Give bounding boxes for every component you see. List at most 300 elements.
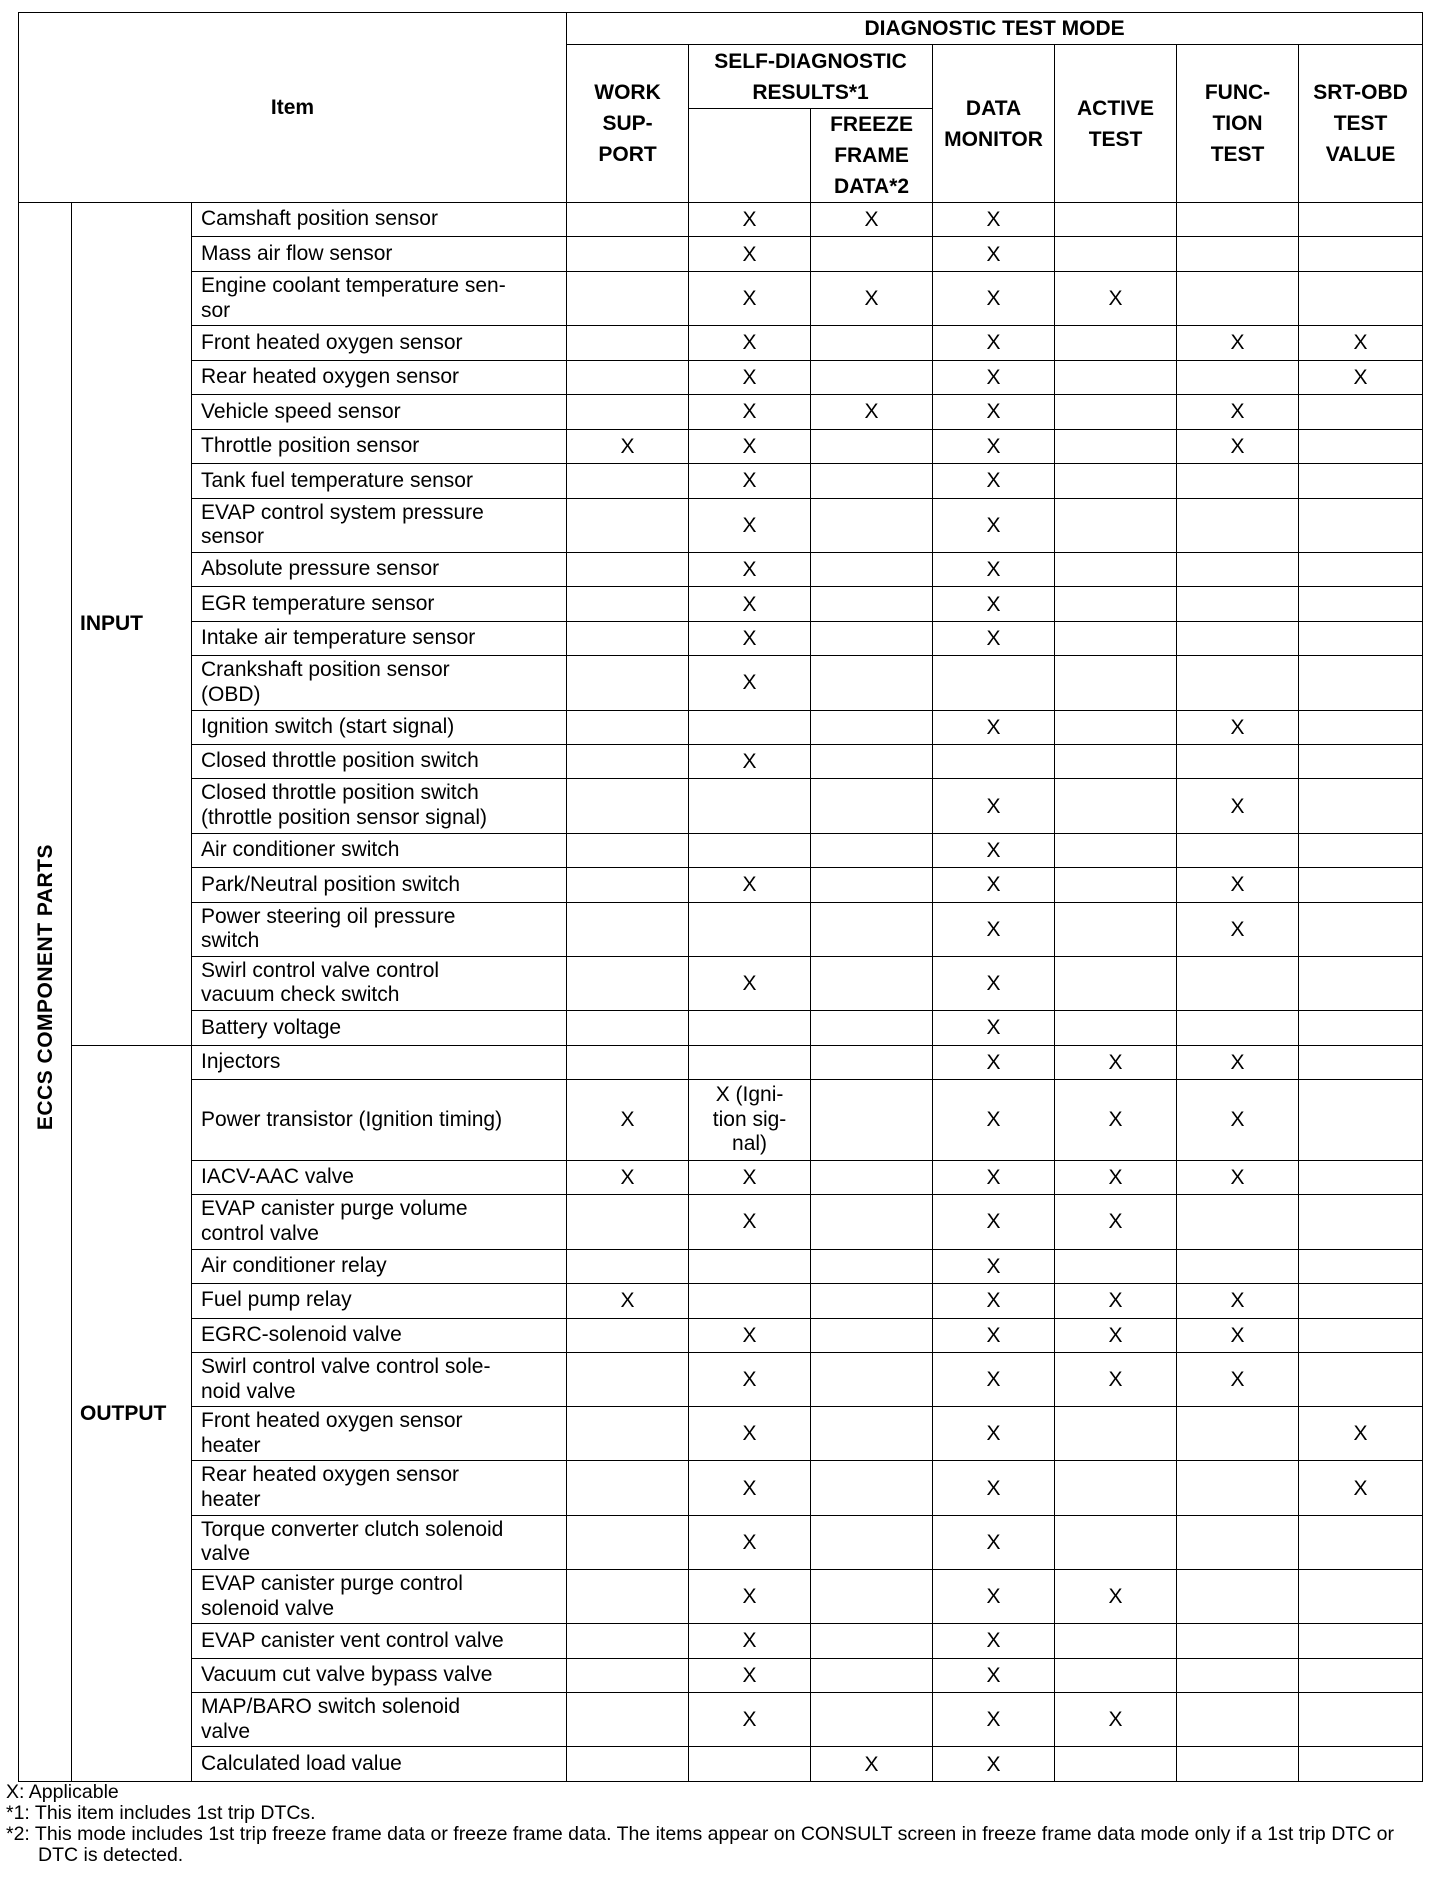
srt-obd-mark-cell [1299, 621, 1423, 655]
data-monitor-mark-cell: X [933, 1569, 1055, 1623]
freeze-frame-mark-cell [811, 779, 933, 833]
item-name-cell: Injectors [192, 1045, 567, 1079]
freeze-frame-mark-cell [811, 237, 933, 271]
active-test-mark-cell [1055, 902, 1177, 956]
table-row [19, 1318, 1423, 1352]
freeze-frame-mark-cell [811, 552, 933, 586]
freeze-frame-mark-cell [811, 429, 933, 463]
freeze-frame-mark-cell [811, 656, 933, 710]
function-test-mark-cell [1177, 1461, 1299, 1515]
active-test-mark-cell: X [1055, 1693, 1177, 1747]
diagnostic-test-mode-table [18, 12, 1423, 1782]
data-monitor-mark-cell: X [933, 395, 1055, 429]
item-name-cell: Intake air temperature sensor [192, 621, 567, 655]
srt-obd-mark-cell [1299, 1160, 1423, 1194]
work-support-mark-cell [567, 360, 689, 394]
work-support-mark-cell [567, 1195, 689, 1249]
self-diagnostic-mark-cell: X [689, 1693, 811, 1747]
data-monitor-header: DATA MONITOR [933, 45, 1055, 203]
self-diagnostic-mark-cell: X [689, 868, 811, 902]
work-support-mark-cell [567, 203, 689, 237]
item-name-cell: IACV-AAC valve [192, 1160, 567, 1194]
active-test-mark-cell [1055, 1011, 1177, 1045]
active-test-mark-cell: X [1055, 1195, 1177, 1249]
item-name-cell: Closed throttle position switch (throttle position sensor signal) [192, 779, 567, 833]
srt-obd-mark-cell [1299, 744, 1423, 778]
self-diagnostic-mark-cell: X [689, 360, 811, 394]
function-test-mark-cell: X [1177, 902, 1299, 956]
data-monitor-mark-cell: X [933, 1318, 1055, 1352]
table-row [19, 779, 1423, 833]
active-test-mark-cell [1055, 868, 1177, 902]
self-diagnostic-mark-cell: X [689, 587, 811, 621]
work-support-mark-cell [567, 956, 689, 1010]
srt-obd-mark-cell [1299, 1080, 1423, 1161]
data-monitor-mark-cell: X [933, 1353, 1055, 1407]
srt-obd-mark-cell [1299, 237, 1423, 271]
data-monitor-mark-cell: X [933, 1249, 1055, 1283]
srt-obd-mark-cell [1299, 1515, 1423, 1569]
self-diagnostic-mark-cell: X [689, 429, 811, 463]
srt-obd-mark-cell [1299, 1624, 1423, 1658]
work-support-mark-cell [567, 1011, 689, 1045]
item-column-header: Item [19, 13, 567, 203]
self-diagnostic-mark-cell: X [689, 1160, 811, 1194]
note-2: *2: This mode includes 1st trip freeze frame data or freeze frame data. The items appear on CONSULT screen in freeze frame data mode only if a 1st trip DTC or DTC is detected. [6, 1823, 1395, 1866]
work-support-mark-cell [567, 1569, 689, 1623]
active-test-mark-cell [1055, 1407, 1177, 1461]
active-test-mark-cell [1055, 464, 1177, 498]
function-test-mark-cell [1177, 744, 1299, 778]
self-diagnostic-mark-cell [689, 779, 811, 833]
data-monitor-mark-cell [933, 656, 1055, 710]
srt-obd-mark-cell: X [1299, 1461, 1423, 1515]
active-test-mark-cell [1055, 326, 1177, 360]
work-support-mark-cell [567, 326, 689, 360]
footnotes [6, 1782, 1426, 1866]
work-support-mark-cell [567, 710, 689, 744]
active-test-header: ACTIVE TEST [1055, 45, 1177, 203]
freeze-frame-mark-cell [811, 1658, 933, 1692]
data-monitor-mark-cell: X [933, 1747, 1055, 1782]
srt-obd-mark-cell [1299, 1658, 1423, 1692]
function-test-mark-cell: X [1177, 1080, 1299, 1161]
srt-obd-mark-cell [1299, 1045, 1423, 1079]
item-name-cell: Battery voltage [192, 1011, 567, 1045]
data-monitor-mark-cell: X [933, 868, 1055, 902]
srt-obd-mark-cell [1299, 1693, 1423, 1747]
data-monitor-mark-cell: X [933, 1080, 1055, 1161]
table-row [19, 271, 1423, 325]
srt-obd-mark-cell [1299, 1353, 1423, 1407]
data-monitor-mark-cell: X [933, 1693, 1055, 1747]
item-name-cell: Mass air flow sensor [192, 237, 567, 271]
active-test-mark-cell: X [1055, 1284, 1177, 1318]
work-support-mark-cell [567, 1624, 689, 1658]
active-test-mark-cell [1055, 237, 1177, 271]
freeze-frame-mark-cell [811, 1461, 933, 1515]
data-monitor-mark-cell: X [933, 429, 1055, 463]
table-row [19, 1693, 1423, 1747]
srt-obd-mark-cell [1299, 552, 1423, 586]
active-test-mark-cell [1055, 552, 1177, 586]
active-test-mark-cell [1055, 429, 1177, 463]
srt-obd-mark-cell [1299, 587, 1423, 621]
self-diagnostic-mark-cell: X [689, 1569, 811, 1623]
srt-obd-mark-cell: X [1299, 326, 1423, 360]
function-test-mark-cell [1177, 656, 1299, 710]
item-name-cell: Power steering oil pressure switch [192, 902, 567, 956]
active-test-mark-cell: X [1055, 1080, 1177, 1161]
table-row [19, 1080, 1423, 1161]
work-support-mark-cell [567, 552, 689, 586]
table-row [19, 1353, 1423, 1407]
function-test-mark-cell: X [1177, 710, 1299, 744]
function-test-mark-cell [1177, 498, 1299, 552]
table-row [19, 1461, 1423, 1515]
srt-obd-mark-cell [1299, 464, 1423, 498]
item-name-cell: Torque converter clutch solenoid valve [192, 1515, 567, 1569]
data-monitor-mark-cell: X [933, 710, 1055, 744]
freeze-frame-mark-cell [811, 1353, 933, 1407]
table-row [19, 1045, 1423, 1079]
work-support-mark-cell [567, 1353, 689, 1407]
note-1: *1: This item includes 1st trip DTCs. [6, 1802, 316, 1824]
self-diagnostic-mark-cell: X [689, 1624, 811, 1658]
work-support-mark-cell [567, 744, 689, 778]
srt-obd-mark-cell [1299, 1284, 1423, 1318]
active-test-mark-cell [1055, 1747, 1177, 1782]
srt-obd-mark-cell [1299, 1195, 1423, 1249]
work-support-mark-cell [567, 1693, 689, 1747]
item-name-cell: Vacuum cut valve bypass valve [192, 1658, 567, 1692]
function-test-mark-cell: X [1177, 1318, 1299, 1352]
function-test-mark-cell: X [1177, 1353, 1299, 1407]
srt-obd-mark-cell [1299, 902, 1423, 956]
srt-obd-mark-cell [1299, 1011, 1423, 1045]
self-diagnostic-mark-cell: X [689, 1461, 811, 1515]
srt-obd-mark-cell [1299, 833, 1423, 867]
work-support-mark-cell [567, 395, 689, 429]
work-support-mark-cell [567, 1461, 689, 1515]
work-support-mark-cell [567, 1318, 689, 1352]
item-name-cell: Ignition switch (start signal) [192, 710, 567, 744]
function-test-mark-cell [1177, 1515, 1299, 1569]
self-diagnostic-mark-cell [689, 1747, 811, 1782]
table-row [19, 464, 1423, 498]
data-monitor-mark-cell: X [933, 1284, 1055, 1318]
table-row [19, 833, 1423, 867]
data-monitor-mark-cell: X [933, 1407, 1055, 1461]
item-name-cell: Rear heated oxygen sensor [192, 360, 567, 394]
function-test-mark-cell: X [1177, 1160, 1299, 1194]
function-test-mark-cell [1177, 1249, 1299, 1283]
srt-obd-mark-cell [1299, 1249, 1423, 1283]
active-test-mark-cell: X [1055, 1045, 1177, 1079]
data-monitor-mark-cell [933, 744, 1055, 778]
srt-obd-mark-cell: X [1299, 360, 1423, 394]
function-test-mark-cell [1177, 1624, 1299, 1658]
item-name-cell: EVAP canister purge volume control valve [192, 1195, 567, 1249]
srt-obd-mark-cell [1299, 203, 1423, 237]
data-monitor-mark-cell: X [933, 587, 1055, 621]
work-support-mark-cell [567, 498, 689, 552]
freeze-frame-mark-cell [811, 621, 933, 655]
active-test-mark-cell [1055, 621, 1177, 655]
freeze-frame-mark-cell [811, 1284, 933, 1318]
srt-obd-mark-cell [1299, 395, 1423, 429]
data-monitor-mark-cell: X [933, 237, 1055, 271]
section-label-input: INPUT [72, 203, 192, 1046]
freeze-frame-mark-cell [811, 744, 933, 778]
freeze-frame-mark-cell [811, 1407, 933, 1461]
active-test-mark-cell: X [1055, 1569, 1177, 1623]
table-row [19, 587, 1423, 621]
work-support-mark-cell: X [567, 1160, 689, 1194]
work-support-mark-cell [567, 464, 689, 498]
active-test-mark-cell: X [1055, 1318, 1177, 1352]
self-diagnostic-mark-cell: X [689, 271, 811, 325]
function-test-mark-cell [1177, 1693, 1299, 1747]
srt-obd-mark-cell [1299, 271, 1423, 325]
self-diagnostic-results-header: SELF-DIAGNOSTIC RESULTS*1 [689, 45, 933, 109]
item-name-cell: Park/Neutral position switch [192, 868, 567, 902]
data-monitor-mark-cell: X [933, 464, 1055, 498]
work-support-mark-cell [567, 779, 689, 833]
active-test-mark-cell [1055, 656, 1177, 710]
table-row [19, 956, 1423, 1010]
category-label: ECCS COMPONENT PARTS [33, 844, 57, 1131]
self-diagnostic-mark-cell: X [689, 395, 811, 429]
srt-obd-mark-cell [1299, 779, 1423, 833]
freeze-frame-mark-cell [811, 360, 933, 394]
item-name-cell: EVAP canister purge control solenoid valve [192, 1569, 567, 1623]
function-test-mark-cell: X [1177, 429, 1299, 463]
table-row [19, 656, 1423, 710]
data-monitor-mark-cell: X [933, 833, 1055, 867]
active-test-mark-cell [1055, 744, 1177, 778]
item-name-cell: EVAP control system pressure sensor [192, 498, 567, 552]
item-name-cell: Front heated oxygen sensor [192, 326, 567, 360]
table-row [19, 1515, 1423, 1569]
item-name-cell: Front heated oxygen sensor heater [192, 1407, 567, 1461]
active-test-mark-cell [1055, 1515, 1177, 1569]
work-support-mark-cell [567, 868, 689, 902]
srt-obd-mark-cell [1299, 1318, 1423, 1352]
item-name-cell: Fuel pump relay [192, 1284, 567, 1318]
data-monitor-mark-cell: X [933, 360, 1055, 394]
freeze-frame-mark-cell [811, 833, 933, 867]
self-diagnostic-mark-cell: X [689, 203, 811, 237]
function-test-mark-cell [1177, 271, 1299, 325]
data-monitor-mark-cell: X [933, 902, 1055, 956]
freeze-frame-mark-cell [811, 1045, 933, 1079]
function-test-mark-cell [1177, 1195, 1299, 1249]
item-name-cell: Power transistor (Ignition timing) [192, 1080, 567, 1161]
function-test-mark-cell [1177, 203, 1299, 237]
self-diagnostic-mark-cell: X [689, 498, 811, 552]
item-name-cell: MAP/BARO switch solenoid valve [192, 1693, 567, 1747]
active-test-mark-cell: X [1055, 271, 1177, 325]
self-diagnostic-mark-cell: X [689, 237, 811, 271]
diagnostic-test-mode-header: DIAGNOSTIC TEST MODE [567, 13, 1423, 45]
table-row [19, 429, 1423, 463]
table-row [19, 1569, 1423, 1623]
self-diagnostic-mark-cell: X [689, 1318, 811, 1352]
active-test-mark-cell [1055, 360, 1177, 394]
srt-obd-mark-cell [1299, 868, 1423, 902]
note-applicable: X: Applicable [6, 1781, 119, 1803]
work-support-mark-cell [567, 1407, 689, 1461]
active-test-mark-cell [1055, 203, 1177, 237]
section-label-output: OUTPUT [72, 1045, 192, 1781]
item-name-cell: Absolute pressure sensor [192, 552, 567, 586]
item-name-cell: Swirl control valve control sole- noid valve [192, 1353, 567, 1407]
active-test-mark-cell [1055, 1624, 1177, 1658]
data-monitor-mark-cell: X [933, 203, 1055, 237]
function-test-mark-cell [1177, 956, 1299, 1010]
self-diagnostic-mark-cell [689, 1284, 811, 1318]
function-test-mark-cell [1177, 464, 1299, 498]
self-diagnostic-mark-cell [689, 1249, 811, 1283]
self-diagnostic-mark-cell: X [689, 326, 811, 360]
function-test-mark-cell: X [1177, 326, 1299, 360]
table-row [19, 902, 1423, 956]
work-support-mark-cell: X [567, 1284, 689, 1318]
function-test-mark-cell [1177, 621, 1299, 655]
function-test-mark-cell [1177, 1747, 1299, 1782]
function-test-mark-cell: X [1177, 868, 1299, 902]
srt-obd-test-value-header: SRT-OBD TEST VALUE [1299, 45, 1423, 203]
data-monitor-mark-cell: X [933, 552, 1055, 586]
active-test-mark-cell [1055, 1249, 1177, 1283]
work-support-mark-cell [567, 1658, 689, 1692]
data-monitor-mark-cell: X [933, 1461, 1055, 1515]
function-test-header: FUNC- TION TEST [1177, 45, 1299, 203]
freeze-frame-mark-cell [811, 1195, 933, 1249]
data-monitor-mark-cell: X [933, 1160, 1055, 1194]
srt-obd-mark-cell [1299, 656, 1423, 710]
work-support-mark-cell: X [567, 429, 689, 463]
item-name-cell: EVAP canister vent control valve [192, 1624, 567, 1658]
table-row [19, 360, 1423, 394]
freeze-frame-data-header: FREEZE FRAME DATA*2 [811, 109, 933, 203]
freeze-frame-mark-cell [811, 902, 933, 956]
work-support-mark-cell [567, 237, 689, 271]
item-name-cell: EGRC-solenoid valve [192, 1318, 567, 1352]
self-diagnostic-mark-cell [689, 902, 811, 956]
self-diagnostic-results-subcell [689, 109, 811, 203]
table-row [19, 621, 1423, 655]
function-test-mark-cell: X [1177, 395, 1299, 429]
function-test-mark-cell [1177, 360, 1299, 394]
self-diagnostic-mark-cell: X [689, 621, 811, 655]
table-row [19, 1160, 1423, 1194]
table-row [19, 1195, 1423, 1249]
table-row [19, 203, 1423, 237]
freeze-frame-mark-cell: X [811, 271, 933, 325]
item-name-cell: Closed throttle position switch [192, 744, 567, 778]
work-support-mark-cell: X [567, 1080, 689, 1161]
freeze-frame-mark-cell [811, 326, 933, 360]
table-row [19, 1407, 1423, 1461]
function-test-mark-cell [1177, 237, 1299, 271]
data-monitor-mark-cell: X [933, 621, 1055, 655]
self-diagnostic-mark-cell: X [689, 1353, 811, 1407]
item-name-cell: Swirl control valve control vacuum check switch [192, 956, 567, 1010]
item-name-cell: Vehicle speed sensor [192, 395, 567, 429]
freeze-frame-mark-cell: X [811, 395, 933, 429]
freeze-frame-mark-cell [811, 710, 933, 744]
freeze-frame-mark-cell: X [811, 203, 933, 237]
self-diagnostic-mark-cell: X [689, 744, 811, 778]
work-support-mark-cell [567, 271, 689, 325]
data-monitor-mark-cell: X [933, 326, 1055, 360]
data-monitor-mark-cell: X [933, 1624, 1055, 1658]
work-support-mark-cell [567, 1249, 689, 1283]
table-row [19, 710, 1423, 744]
self-diagnostic-mark-cell: X [689, 656, 811, 710]
function-test-mark-cell [1177, 587, 1299, 621]
srt-obd-mark-cell [1299, 956, 1423, 1010]
category-cell [19, 203, 72, 1782]
freeze-frame-mark-cell [811, 956, 933, 1010]
self-diagnostic-mark-cell: X [689, 1658, 811, 1692]
item-name-cell: Calculated load value [192, 1747, 567, 1782]
function-test-mark-cell [1177, 1011, 1299, 1045]
self-diagnostic-mark-cell: X [689, 552, 811, 586]
item-name-cell: Tank fuel temperature sensor [192, 464, 567, 498]
work-support-mark-cell [567, 621, 689, 655]
srt-obd-mark-cell: X [1299, 1407, 1423, 1461]
srt-obd-mark-cell [1299, 498, 1423, 552]
function-test-mark-cell: X [1177, 779, 1299, 833]
active-test-mark-cell [1055, 833, 1177, 867]
work-support-mark-cell [567, 833, 689, 867]
freeze-frame-mark-cell [811, 1515, 933, 1569]
self-diagnostic-mark-cell [689, 710, 811, 744]
data-monitor-mark-cell: X [933, 271, 1055, 325]
item-name-cell: Air conditioner relay [192, 1249, 567, 1283]
data-monitor-mark-cell: X [933, 1515, 1055, 1569]
freeze-frame-mark-cell [811, 1249, 933, 1283]
table-row [19, 1011, 1423, 1045]
freeze-frame-mark-cell [811, 1624, 933, 1658]
table-row [19, 1658, 1423, 1692]
function-test-mark-cell: X [1177, 1284, 1299, 1318]
freeze-frame-mark-cell [811, 1318, 933, 1352]
function-test-mark-cell [1177, 1569, 1299, 1623]
function-test-mark-cell [1177, 552, 1299, 586]
freeze-frame-mark-cell [811, 587, 933, 621]
table-row [19, 326, 1423, 360]
work-support-mark-cell [567, 1515, 689, 1569]
work-support-mark-cell [567, 587, 689, 621]
srt-obd-mark-cell [1299, 1747, 1423, 1782]
item-name-cell: Engine coolant temperature sen- sor [192, 271, 567, 325]
table-row [19, 552, 1423, 586]
active-test-mark-cell: X [1055, 1353, 1177, 1407]
active-test-mark-cell [1055, 779, 1177, 833]
active-test-mark-cell [1055, 710, 1177, 744]
function-test-mark-cell [1177, 1407, 1299, 1461]
self-diagnostic-mark-cell: X [689, 1515, 811, 1569]
freeze-frame-mark-cell [811, 464, 933, 498]
self-diagnostic-mark-cell: X [689, 1195, 811, 1249]
freeze-frame-mark-cell [811, 498, 933, 552]
function-test-mark-cell [1177, 833, 1299, 867]
freeze-frame-mark-cell: X [811, 1747, 933, 1782]
